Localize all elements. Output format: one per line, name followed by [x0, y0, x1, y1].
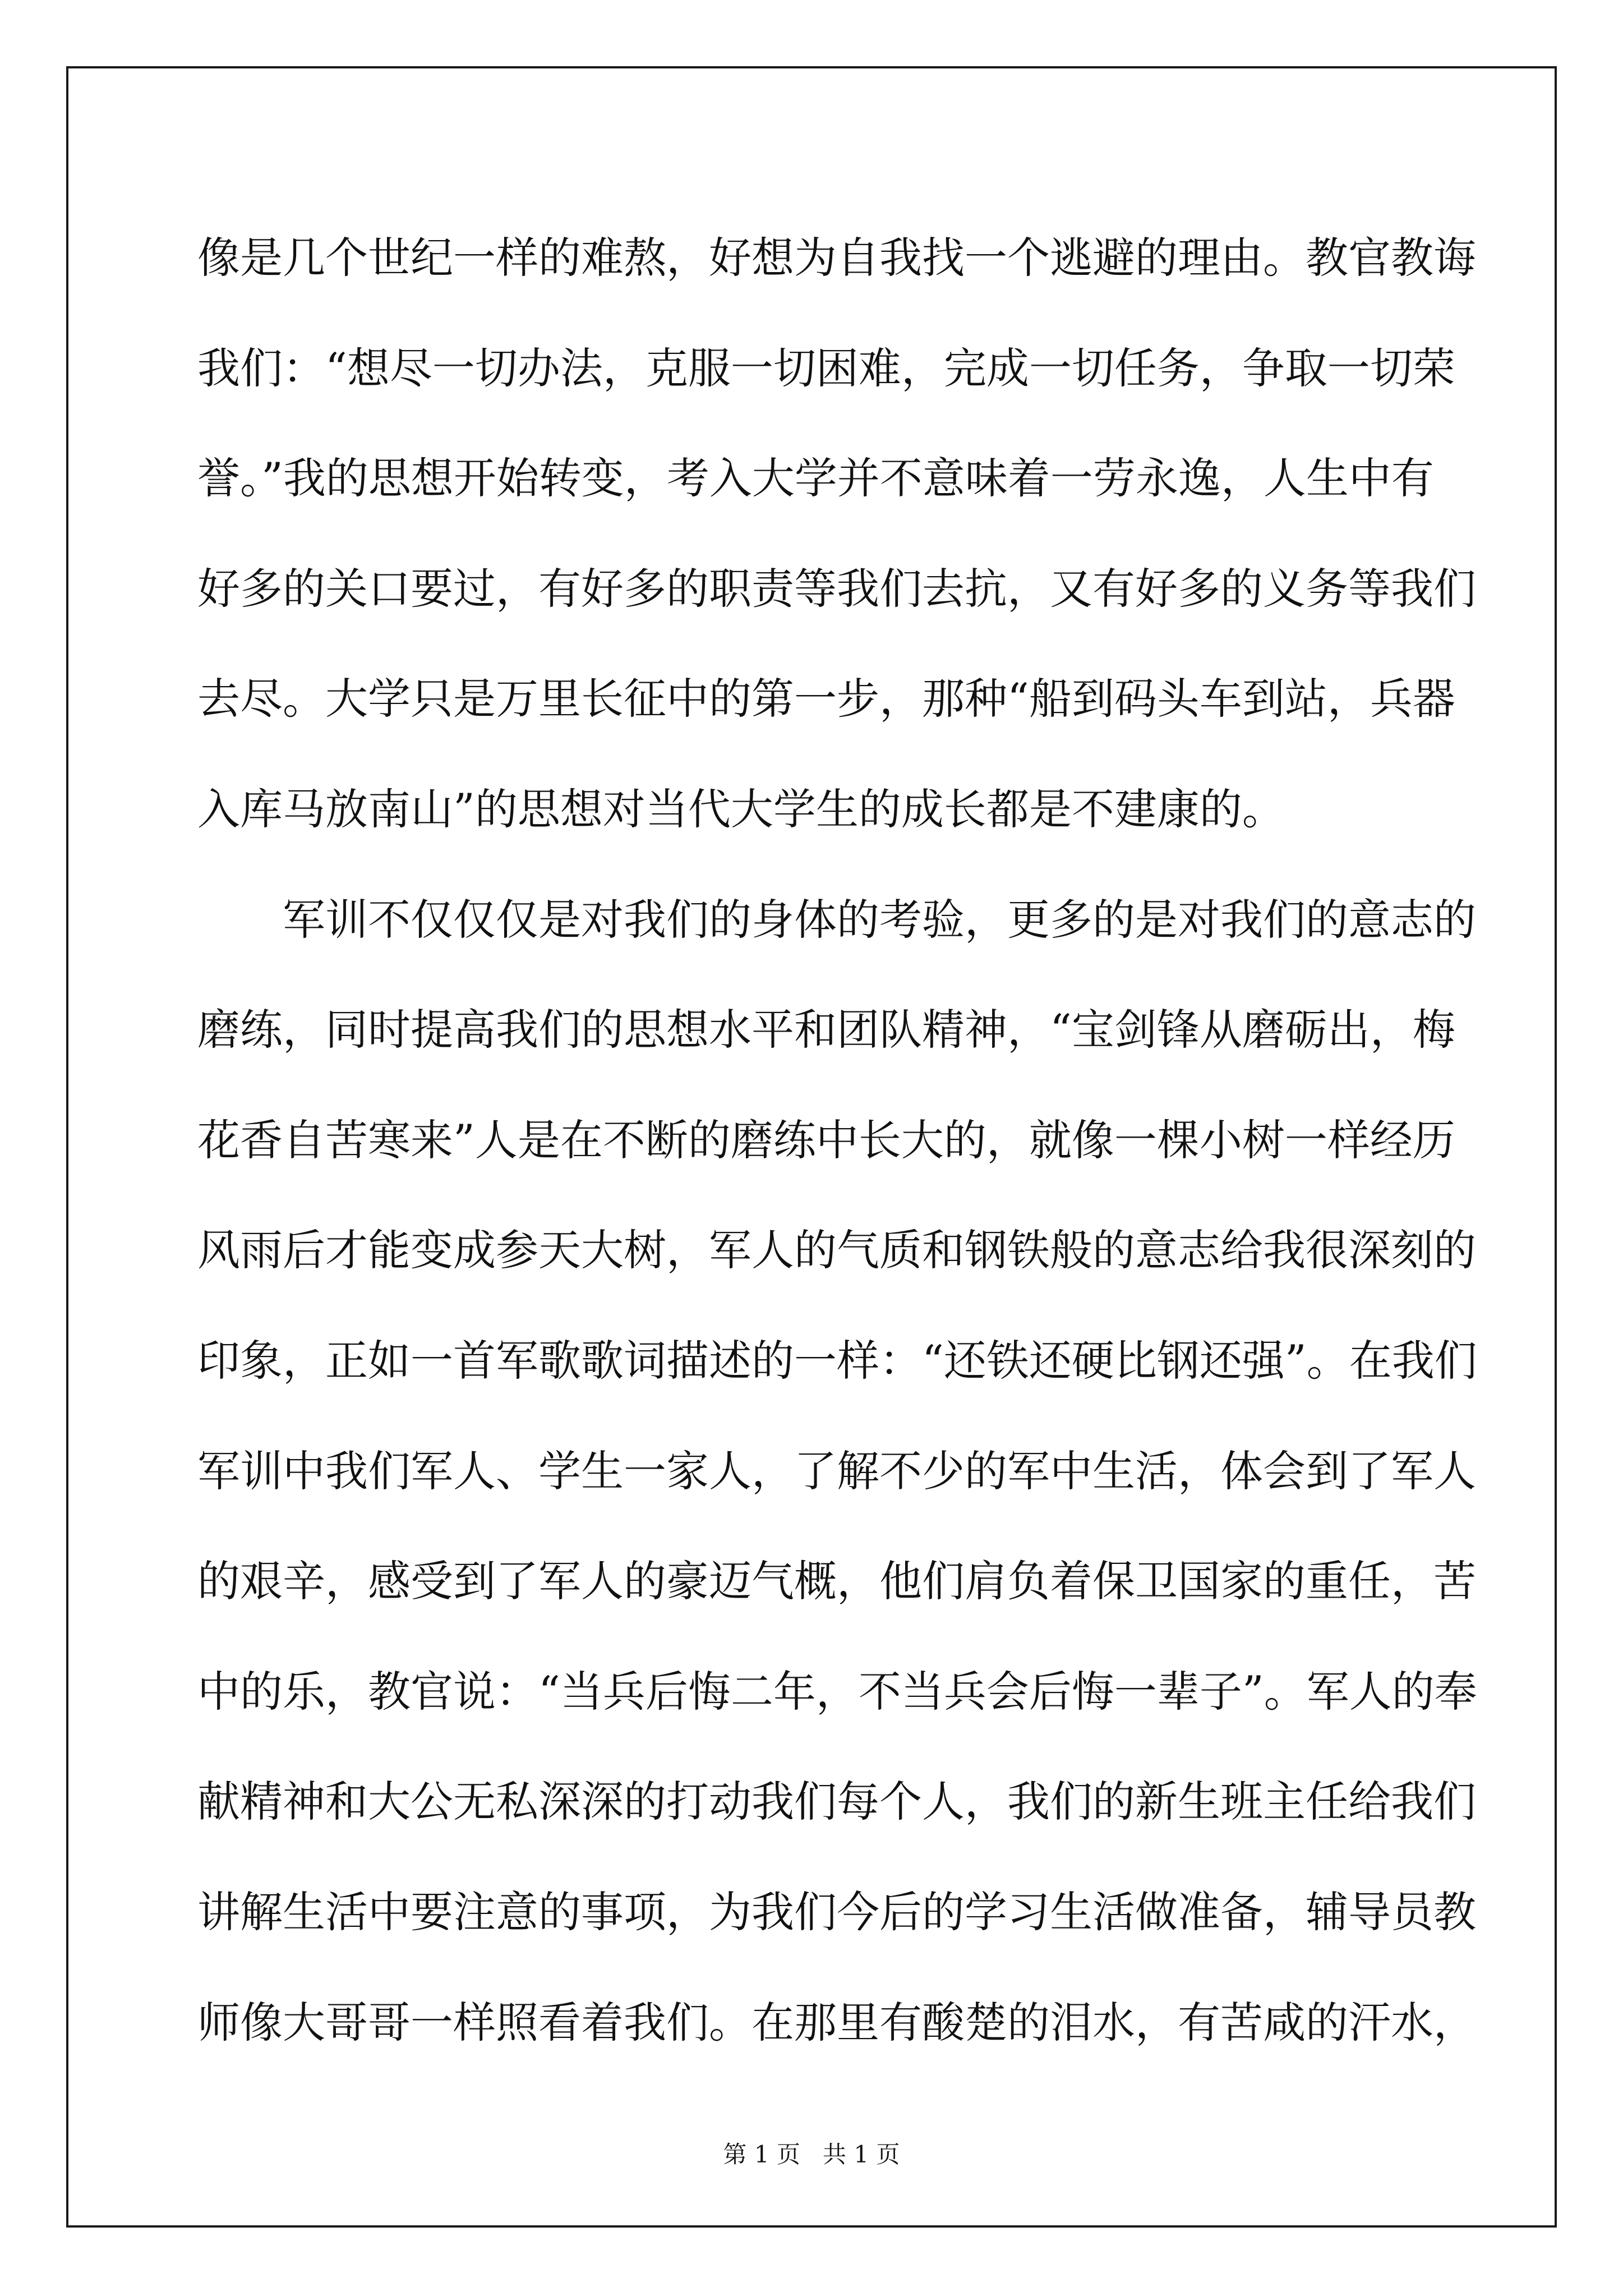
text-line: 风雨后才能变成参天大树，军人的气质和钢铁般的意志给我很深刻的: [197, 1225, 1476, 1276]
page-number: 第 1 页: [723, 2141, 800, 2168]
text-line: 好多的关口要过，有好多的职责等我们去抗，又有好多的义务等我们: [197, 563, 1476, 614]
text-line: 讲解生活中要注意的事项，为我们今后的学习生活做准备，辅导员教: [197, 1887, 1476, 1937]
text-line: 军训不仅仅仅是对我们的身体的考验，更多的是对我们的意志的: [197, 894, 1476, 945]
text-line: 入库马放南山”的思想对当代大学生的成长都是不建康的。: [197, 784, 1285, 834]
text-line: 我们：“想尽一切办法，克服一切困难，完成一切任务，争取一切荣: [197, 343, 1455, 393]
page-total: 共 1 页: [823, 2141, 900, 2168]
document-body: [197, 203, 1477, 2078]
text-line: 印象，正如一首军歌歌词描述的一样：“还铁还硬比钢还强”。在我们: [197, 1335, 1477, 1386]
text-line: 誉。”我的思想开始转变，考入大学并不意味着一劳永逸，人生中有: [197, 453, 1434, 504]
text-line: 去尽。大学只是万里长征中的第一步，那种“船到码头车到站，兵器: [197, 674, 1455, 724]
text-line: 师像大哥哥一样照看着我们。在那里有酸楚的泪水，有苦咸的汗水，: [197, 1997, 1476, 2047]
text-line: 中的乐，教官说：“当兵后悔二年，不当兵会后悔一辈子”。军人的奉: [197, 1666, 1477, 1717]
text-line: 花香自苦寒来”人是在不断的磨练中长大的，就像一棵小树一样经历: [197, 1115, 1455, 1165]
paragraph-1: [197, 203, 1476, 865]
text-line: 献精神和大公无私深深的打动我们每个人，我们的新生班主任给我们: [197, 1777, 1476, 1827]
paragraph-2: [197, 865, 1477, 2078]
text-line: 军训中我们军人、学生一家人，了解不少的军中生活，体会到了军人: [197, 1446, 1476, 1496]
page-footer: [0, 2136, 1623, 2170]
text-line: 像是几个世纪一样的难熬，好想为自我找一个逃避的理由。教官教诲: [197, 233, 1476, 283]
text-line: 的艰辛，感受到了军人的豪迈气概，他们肩负着保卫国家的重任，苦: [197, 1556, 1476, 1607]
text-line: 磨练，同时提高我们的思想水平和团队精神，“宝剑锋从磨砺出，梅: [197, 1005, 1455, 1055]
